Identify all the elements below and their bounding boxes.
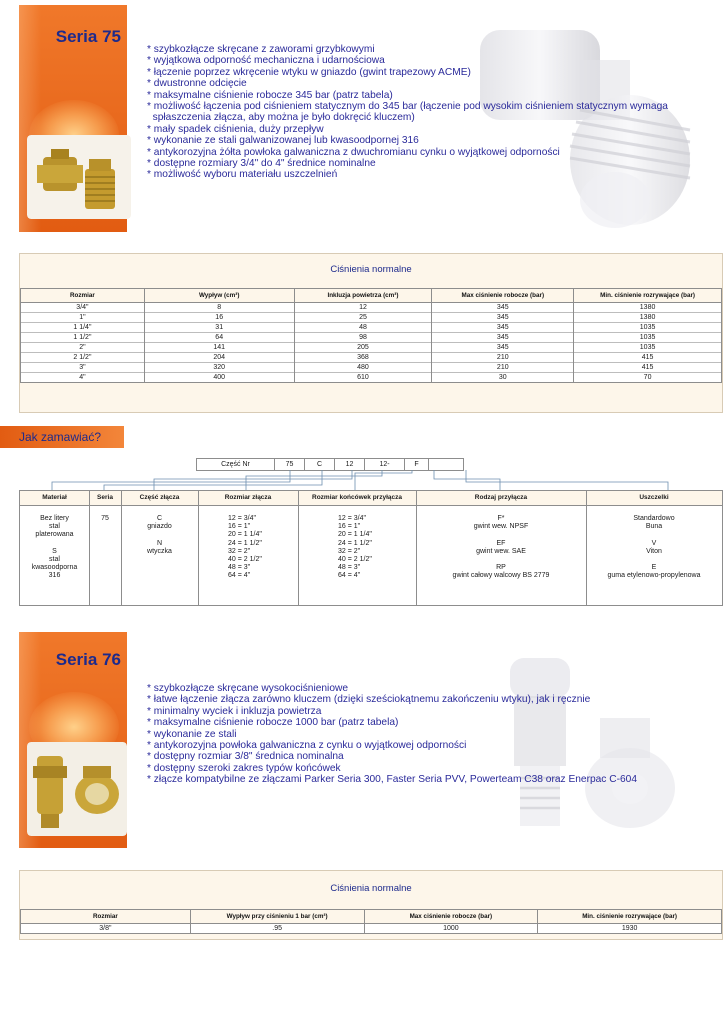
order-header: Rozmiar złącza <box>198 491 298 506</box>
seria75-product-photo <box>27 135 131 219</box>
cell: 610 <box>294 373 432 383</box>
cell: 1380 <box>574 303 722 313</box>
feature-item: * dostępne rozmiary 3/4" do 4" średnice nominalne <box>147 158 376 170</box>
cell: 3" <box>21 363 145 373</box>
cell: 64 <box>144 333 294 343</box>
order-connection-options: F* gwint wew. NPSF EF gwint wew. SAE RP gwint całowy walcowy BS 2779 <box>452 515 550 580</box>
seria76-pressure-table <box>20 909 722 934</box>
feature-item: * szybkozłącze skręcane wysokociśnieniowe <box>147 683 349 694</box>
feature-item: * wykonanie ze stali <box>147 728 237 740</box>
cell: 1930 <box>538 924 722 934</box>
cell: 8 <box>144 303 294 313</box>
cell: 345 <box>432 313 574 323</box>
cell: 368 <box>294 353 432 363</box>
seria75-table-title: Ciśnienia normalne <box>330 264 412 275</box>
code-cell: 12 <box>334 458 364 471</box>
seria76-title: Seria 76 <box>55 650 121 669</box>
cell: 400 <box>144 373 294 383</box>
table-row <box>21 303 722 313</box>
cell: 205 <box>294 343 432 353</box>
cell: 1000 <box>364 924 538 934</box>
order-header: Materiał <box>20 491 89 506</box>
col-header: Inkluzja powietrza (cm³) <box>294 289 432 303</box>
order-connector-lines <box>0 470 724 492</box>
feature-item: * maksymalne ciśnienie robocze 1000 bar (patrz tabela) <box>147 717 399 729</box>
col-header: Max ciśnienie robocze (bar) <box>364 910 538 924</box>
col-header: Rozmiar <box>21 289 145 303</box>
code-cell: 12- <box>364 458 404 471</box>
cell: 204 <box>144 353 294 363</box>
seria75-pressure-table-box <box>19 253 723 413</box>
order-header: Rozmiar końcówek przyłącza <box>298 491 416 506</box>
order-section-banner <box>0 426 124 448</box>
feature-item: * dwustronne odcięcie <box>147 78 247 90</box>
order-series-options: 75 <box>101 515 109 522</box>
cell: 1035 <box>574 323 722 333</box>
feature-item: * szybkozłącze skręcane z zaworami grzybkowymi <box>147 44 375 55</box>
order-part-options: C gniazdo N wtyczka <box>147 515 172 555</box>
seria75-banner <box>19 5 127 232</box>
seria75-feature-list <box>147 44 668 181</box>
cell: 320 <box>144 363 294 373</box>
seria76-pressure-table-box <box>19 870 723 940</box>
table-row <box>21 323 722 333</box>
feature-item: * łączenie poprzez wkręcenie wtyku w gniazdo (gwint trapezowy ACME) <box>147 66 471 78</box>
order-header: Rodzaj przyłącza <box>416 491 586 506</box>
table-row <box>21 373 722 383</box>
cell: 1" <box>21 313 145 323</box>
feature-item: * wykonanie ze stali galwanizowanej lub kwasoodpornej 316 <box>147 135 419 147</box>
col-header: Rozmiar <box>21 910 191 924</box>
table-row <box>21 343 722 353</box>
order-size-options: 12 = 3/4" 16 = 1" 20 = 1 1/4" 24 = 1 1/2" 32 = 2" 40 = 2 1/2" 48 = 3" 64 = 4" <box>228 515 262 580</box>
order-header: Uszczelki <box>586 491 722 506</box>
cell: 415 <box>574 363 722 373</box>
cell: 70 <box>574 373 722 383</box>
cell: 1 1/4" <box>21 323 145 333</box>
cell: 1 1/2" <box>21 333 145 343</box>
cell: 4" <box>21 373 145 383</box>
cell: 345 <box>432 343 574 353</box>
cell: 345 <box>432 323 574 333</box>
feature-item: * wyjątkowa odporność mechaniczna i udarnościowa <box>147 55 385 67</box>
col-header: Min. ciśnienie rozrywające (bar) <box>574 289 722 303</box>
cell: 2" <box>21 343 145 353</box>
table-row <box>21 333 722 343</box>
cell: 31 <box>144 323 294 333</box>
cell: 2 1/2" <box>21 353 145 363</box>
seria75-title: Seria 75 <box>55 27 121 46</box>
seria76-product-photo <box>27 742 127 836</box>
feature-item: * dostępny rozmiar 3/8" średnica nominalna <box>147 751 344 763</box>
cell: 210 <box>432 353 574 363</box>
seria76-banner <box>19 632 127 848</box>
code-cell: Część Nr <box>196 458 274 471</box>
cell: .95 <box>190 924 364 934</box>
cell: 1035 <box>574 333 722 343</box>
order-section-title: Jak zamawiać? <box>19 430 102 444</box>
code-cell: 75 <box>274 458 304 471</box>
feature-item: * łatwe łączenie złącza zarówno kluczem (dzięki sześciokątnemu zakończeniu wtyku), jak i ręcznie <box>147 694 591 706</box>
cell: 16 <box>144 313 294 323</box>
feature-item: * dostępny szeroki zakres typów końcówek <box>147 762 341 774</box>
feature-item: * mały spadek ciśnienia, duży przepływ <box>147 123 324 135</box>
cell: 415 <box>574 353 722 363</box>
cell: 210 <box>432 363 574 373</box>
table-row <box>21 353 722 363</box>
order-end-size-options: 12 = 3/4" 16 = 1" 20 = 1 1/4" 24 = 1 1/2" 32 = 2" 40 = 2 1/2" 48 = 3" 64 = 4" <box>338 515 372 580</box>
seria76-feature-list <box>147 683 637 786</box>
order-header: Seria <box>89 491 121 506</box>
col-header: Min. ciśnienie rozrywające (bar) <box>538 910 722 924</box>
table-row <box>21 313 722 323</box>
cell: 141 <box>144 343 294 353</box>
cell: 480 <box>294 363 432 373</box>
feature-item: * możliwość wyboru materiału uszczelnień <box>147 169 338 181</box>
col-header: Max ciśnienie robocze (bar) <box>432 289 574 303</box>
table-row <box>21 363 722 373</box>
order-header: Część złącza <box>121 491 198 506</box>
col-header: Wypływ (cm³) <box>144 289 294 303</box>
cell: 25 <box>294 313 432 323</box>
feature-item: * możliwość łączenia pod ciśnieniem statycznym do 345 bar (łączenie pod wysokim ciśnieniem statycznym wymaga <box>147 101 668 113</box>
seria76-table-title: Ciśnienia normalne <box>330 883 412 894</box>
cell: 1035 <box>574 343 722 353</box>
order-seal-options: Standardowo Buna V Viton E guma etylenowo-propylenowa <box>607 515 701 580</box>
cell: 30 <box>432 373 574 383</box>
feature-item: spłaszczenia złącza, aby można je było dokręcić kluczem) <box>147 112 415 124</box>
cell: 1380 <box>574 313 722 323</box>
col-header: Wypływ przy ciśnieniu 1 bar (cm³) <box>190 910 364 924</box>
cell: 345 <box>432 303 574 313</box>
seria75-pressure-table <box>20 288 722 383</box>
code-cell: C <box>304 458 334 471</box>
cell: 98 <box>294 333 432 343</box>
cell: 48 <box>294 323 432 333</box>
feature-item: * antykorozyjna żółta powłoka galwaniczna z dwuchromianu cynku o wyjątkowej odporności <box>147 146 560 158</box>
code-cell: F <box>404 458 428 471</box>
feature-item: * antykorozyjna powłoka galwaniczna z cynku o wyjątkowej odporności <box>147 740 467 752</box>
cell: 345 <box>432 333 574 343</box>
table-row <box>21 924 722 934</box>
feature-item: * złącze kompatybilne ze złączami Parker Seria 300, Faster Seria PVV, Powerteam C38 oraz Enerpac C-604 <box>147 774 637 786</box>
cell: 3/8" <box>21 924 191 934</box>
cell: 12 <box>294 303 432 313</box>
order-options-table <box>19 490 723 606</box>
cell: 3/4" <box>21 303 145 313</box>
feature-item: * maksymalne ciśnienie robocze 345 bar (patrz tabela) <box>147 89 393 101</box>
order-material-options: Bez litery stal platerowana S stal kwasoodporna 316 <box>31 515 78 580</box>
feature-item: * minimalny wyciek i inkluzja powietrza <box>147 705 322 717</box>
